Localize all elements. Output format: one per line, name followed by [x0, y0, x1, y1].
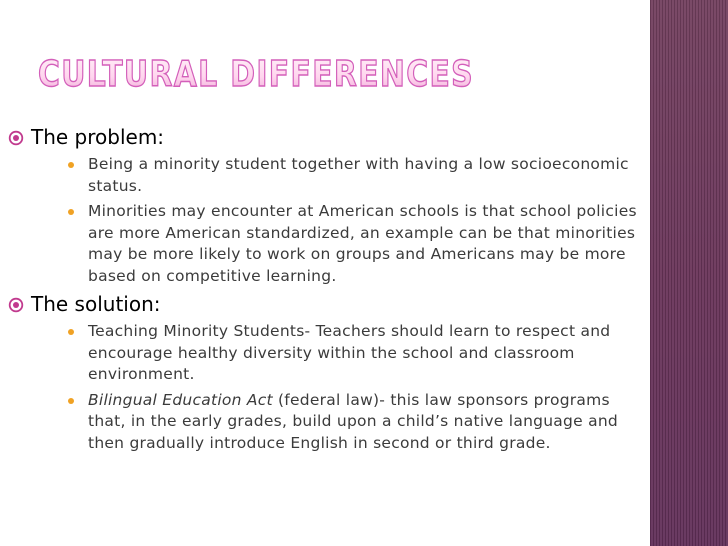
- list-item: [64, 201, 648, 287]
- problem-bullet-list: [8, 154, 648, 287]
- section-heading-text: The problem:: [31, 125, 165, 149]
- section-heading-solution: [8, 291, 648, 317]
- slide-title: [38, 52, 598, 95]
- bullet-dot-icon: [68, 162, 74, 168]
- bullet-dot-icon: [68, 398, 74, 404]
- list-item-text: Teaching Minority Students- Teachers should learn to respect and encourage healthy diversity within the school and classroom environment.: [88, 322, 611, 383]
- target-bullet-icon: [8, 124, 26, 150]
- slide-body: [8, 124, 648, 458]
- list-item: [64, 321, 648, 386]
- section-heading-problem: [8, 124, 648, 150]
- list-item: [64, 154, 648, 197]
- bullet-dot-icon: [68, 329, 74, 335]
- bullet-dot-icon: [68, 209, 74, 215]
- list-item: [64, 390, 648, 455]
- list-item-text: Being a minority student together with having a low socioeconomic status.: [88, 155, 629, 195]
- solution-bullet-list: [8, 321, 648, 454]
- slide-title-text: CULTURAL DIFFERENCES: [38, 54, 474, 95]
- list-item-italic-text: Bilingual Education Act: [88, 390, 273, 409]
- list-item-text: Minorities may encounter at American schools is that school policies are more American standardized, an example can be that minorities may be more likely to work on groups and Americans may be more based on competitive learning.: [88, 202, 637, 285]
- list-item-text: (federal law)- this law sponsors programs that, in the early grades, build upon a child’s native language and then gradually introduce English in second or third grade.: [88, 390, 619, 452]
- section-heading-text: The solution:: [31, 292, 161, 316]
- decorative-side-bar: [650, 0, 728, 546]
- target-bullet-icon: [8, 291, 26, 317]
